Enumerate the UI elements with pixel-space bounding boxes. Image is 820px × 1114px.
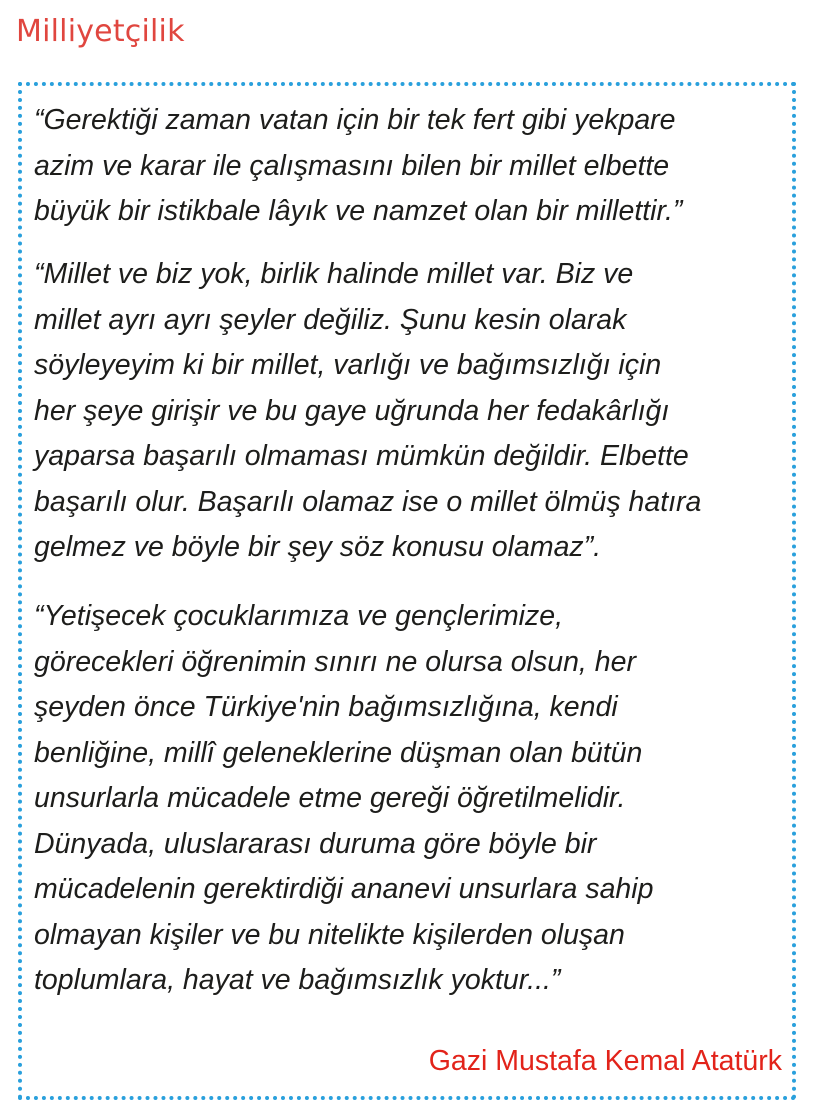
quote-3: “Yetişecek çocuklarımıza ve gençlerimize, görecekleri öğrenimin sınırı ne olursa olsun, her şeyden önce Türkiye'nin bağımsızlığına, kendi benliğine, millî geleneklerine düşman olan bütün unsurlarla mücadele etme gereği öğretilmelidir. Dünyada, uluslararası duruma göre böyle bir mücadelenin gerektirdiği ananevi unsurlara sahip olmayan kişiler ve bu nitelikte kişilerden oluşan toplumlara, hayat ve bağımsızlık yoktur...”	[34, 600, 654, 996]
quote-author: Gazi Mustafa Kemal Atatürk	[428, 1045, 782, 1077]
section-title: Milliyetçilik	[16, 14, 185, 49]
quote-box	[18, 82, 796, 1100]
quote-1: “Gerektiği zaman vatan için bir tek fert gibi yekpare azim ve karar ile çalışmasını bilen bir millet elbette büyük bir istikbale lâyık ve namzet olan bir millettir.”	[34, 104, 683, 227]
quote-2: “Millet ve biz yok, birlik halinde millet var. Biz ve millet ayrı ayrı şeyler değiliz. Şunu kesin olarak söyleyeyim ki bir millet, varlığı ve bağımsızlığı için her şeye girişir ve bu gaye uğrunda her fedakârlığı yaparsa başarılı olmaması mümkün değildir. Elbette başarılı olur. Başarılı olamaz ise o millet ölmüş hatıra gelmez ve böyle bir şey söz konusu olamaz”.	[34, 258, 702, 563]
